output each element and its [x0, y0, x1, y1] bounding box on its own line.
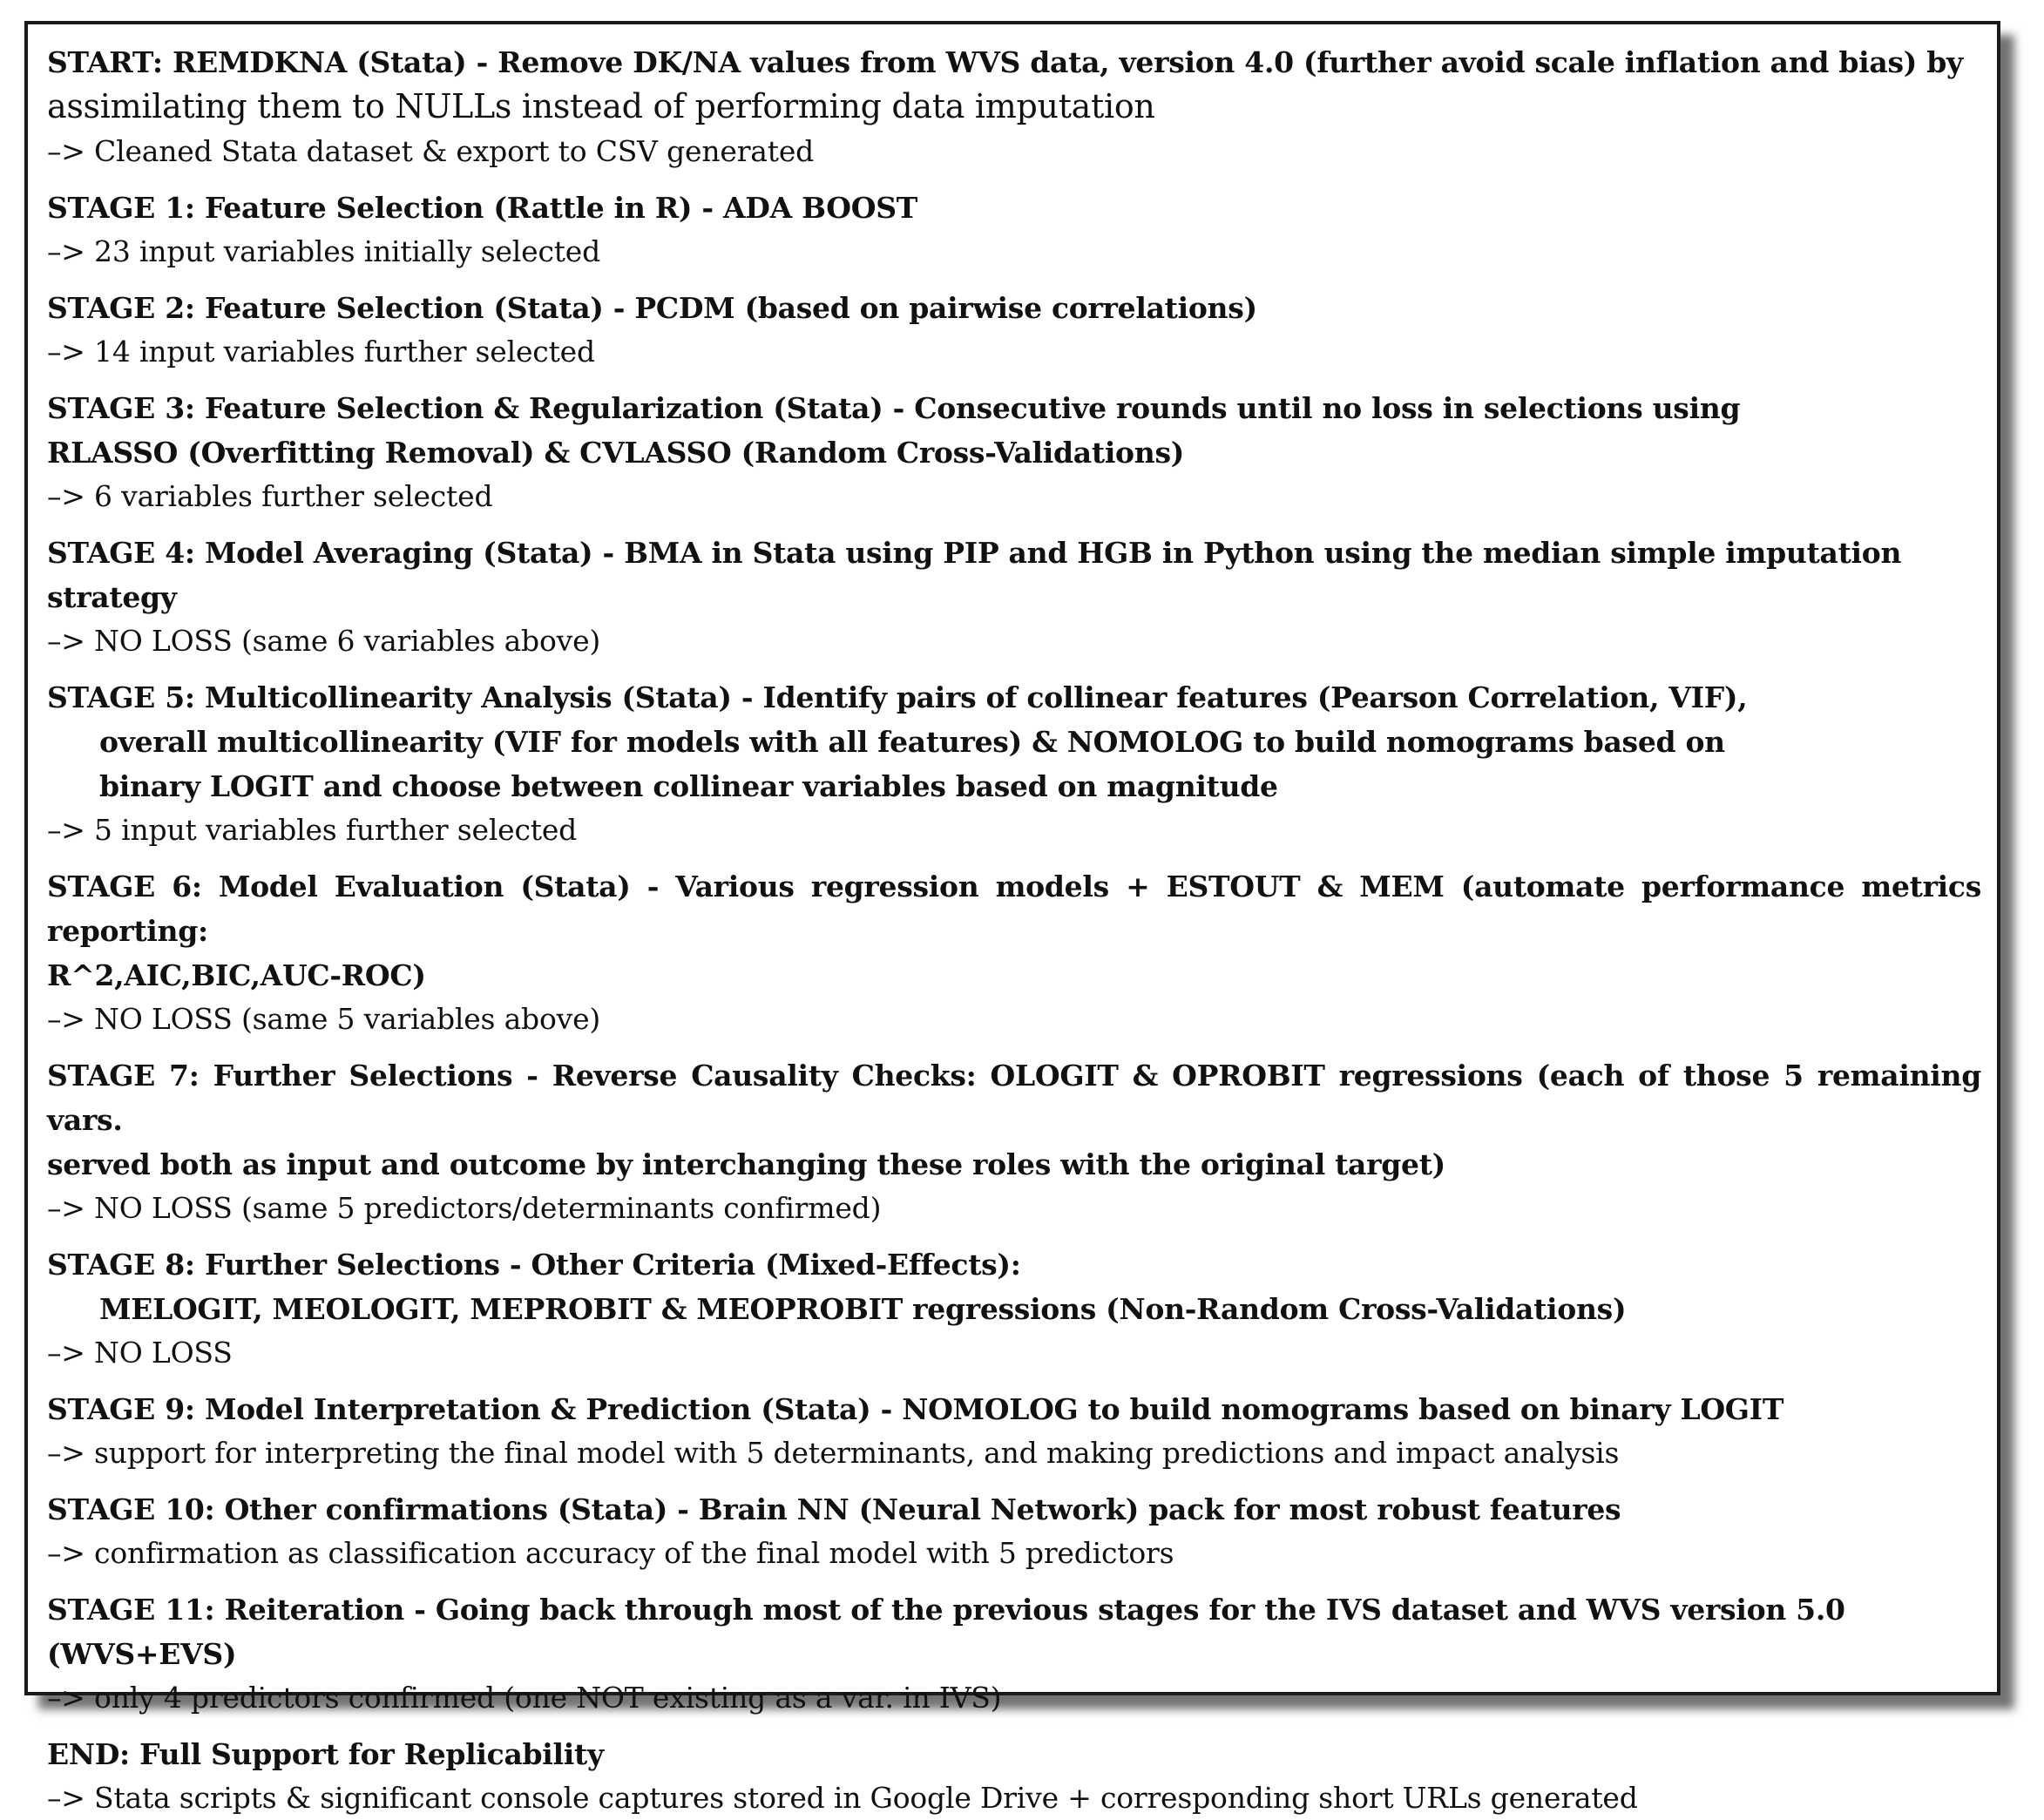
section-stage-2 — [47, 286, 1981, 374]
section-heading-line: RLASSO (Overfitting Removal) & CVLASSO (Random Cross-Validations) — [47, 436, 1185, 470]
section-stage-11 — [47, 1587, 1981, 1720]
section-heading-line: MELOGIT, MEOLOGIT, MEPROBIT & MEOPROBIT regressions (Non-Random Cross-Validations) — [99, 1292, 1627, 1326]
section-heading-line: STAGE 6: Model Evaluation (Stata) - Various regression models + ESTOUT & MEM (automate performance metrics reporting: — [47, 869, 1981, 948]
section-heading-line: STAGE 7: Further Selections - Reverse Causality Checks: OLOGIT & OPROBIT regressions (each of those 5 remaining vars. — [47, 1059, 1981, 1137]
section-heading-line: R^2,AIC,BIC,AUC-ROC) — [47, 958, 426, 992]
section-stage-1 — [47, 186, 1981, 274]
section-stage-5 — [47, 675, 1981, 852]
section-heading: STAGE 10: Other confirmations (Stata) - Brain NN (Neural Network) pack for most robust features — [47, 1492, 1621, 1526]
section-stage-6 — [47, 864, 1981, 1041]
section-result: –> NO LOSS (same 5 variables above) — [47, 1002, 601, 1036]
section-stage-9 — [47, 1387, 1981, 1475]
section-heading: START: REMDKNA (Stata) - Remove DK/NA values from WVS data, version 4.0 (further avoid scale inflation and bias) by — [47, 45, 1963, 79]
section-heading: STAGE 1: Feature Selection (Rattle in R) - ADA BOOST — [47, 191, 917, 225]
section-stage-3 — [47, 386, 1981, 518]
section-result: –> Stata scripts & significant console captures stored in Google Drive + corresponding short URLs generated — [47, 1781, 1638, 1815]
section-heading-line: binary LOGIT and choose between collinear variables based on magnitude — [99, 769, 1278, 803]
section-result: –> Cleaned Stata dataset & export to CSV generated — [47, 134, 815, 168]
section-result: –> NO LOSS — [47, 1336, 233, 1370]
section-result: –> confirmation as classification accuracy of the final model with 5 predictors — [47, 1536, 1174, 1570]
section-end — [47, 1732, 1981, 1820]
section-heading: STAGE 9: Model Interpretation & Prediction (Stata) - NOMOLOG to build nomograms based on binary LOGIT — [47, 1392, 1784, 1426]
section-result: –> NO LOSS (same 5 predictors/determinants confirmed) — [47, 1191, 882, 1225]
section-result: –> support for interpreting the final model with 5 determinants, and making predictions and impact analysis — [47, 1436, 1620, 1470]
section-stage-7 — [47, 1053, 1981, 1230]
section-heading: STAGE 4: Model Averaging (Stata) - BMA in Stata using PIP and HGB in Python using the median simple imputation strategy — [47, 536, 1902, 614]
section-heading-line: STAGE 5: Multicollinearity Analysis (Stata) - Identify pairs of collinear features (Pearson Correlation, VIF), — [47, 680, 1748, 714]
section-result: –> 23 input variables initially selected — [47, 234, 601, 268]
section-result: –> NO LOSS (same 6 variables above) — [47, 624, 601, 658]
section-stage-8 — [47, 1242, 1981, 1375]
section-result: –> 5 input variables further selected — [47, 813, 578, 847]
workflow-box — [24, 21, 2000, 1815]
section-heading: STAGE 11: Reiteration - Going back through most of the previous stages for the IVS dataset and WVS version 5.0 (WVS+EVS) — [47, 1593, 1845, 1671]
section-result: –> only 4 predictors confirmed (one NOT existing as a var. in IVS) — [47, 1681, 1002, 1715]
section-heading-line: served both as input and outcome by interchanging these roles with the original target) — [47, 1147, 1445, 1181]
section-result: –> 14 input variables further selected — [47, 335, 595, 369]
section-stage-4 — [47, 531, 1981, 663]
section-heading: END: Full Support for Replicability — [47, 1737, 604, 1771]
section-result: –> 6 variables further selected — [47, 479, 493, 513]
section-heading-line: STAGE 3: Feature Selection & Regularization (Stata) - Consecutive rounds until no loss in selections using — [47, 391, 1741, 425]
section-heading-line: STAGE 8: Further Selections - Other Criteria (Mixed-Effects): — [47, 1248, 1021, 1282]
section-heading-continuation: assimilating them to NULLs instead of performing data imputation — [47, 87, 1155, 125]
section-start — [47, 40, 1981, 173]
section-heading: STAGE 2: Feature Selection (Stata) - PCDM (based on pairwise correlations) — [47, 291, 1257, 325]
section-heading-line: overall multicollinearity (VIF for models with all features) & NOMOLOG to build nomograms based on — [99, 725, 1725, 759]
section-stage-10 — [47, 1487, 1981, 1575]
